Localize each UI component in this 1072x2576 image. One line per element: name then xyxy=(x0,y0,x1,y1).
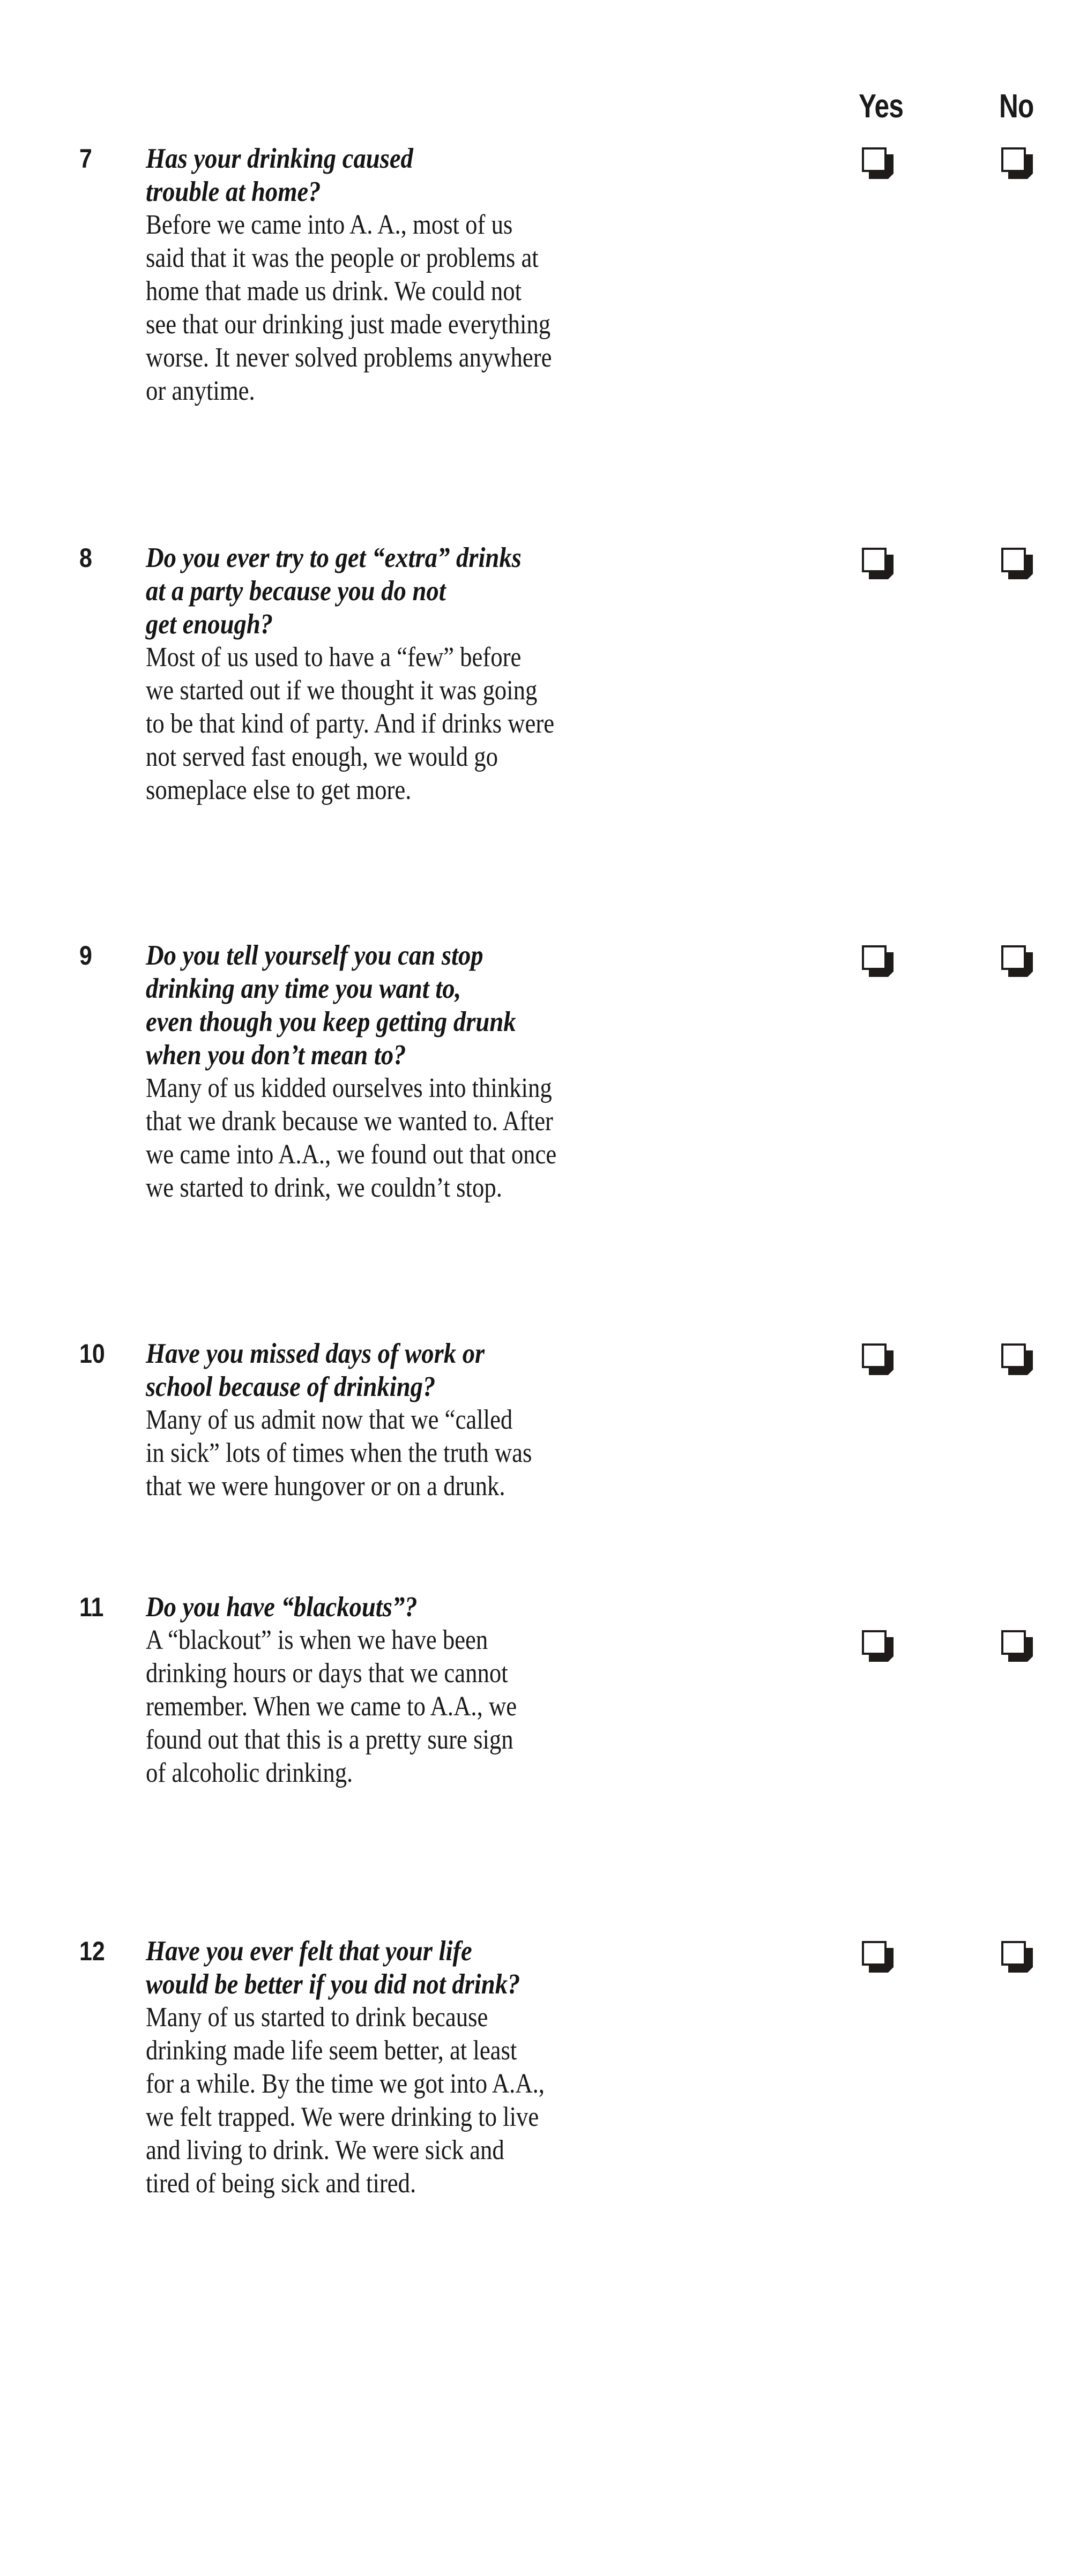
question-number-8: 8 xyxy=(79,543,92,573)
question-number-7: 7 xyxy=(79,144,92,174)
answer-row-12 xyxy=(847,1941,1040,1973)
explanation-line: or anytime. xyxy=(146,376,255,406)
question-title-line: Do you ever try to get “extra” drinks xyxy=(146,542,522,573)
question-number-12: 12 xyxy=(79,1936,105,1966)
explanation-line: someplace else to get more. xyxy=(146,775,412,805)
explanation-line: of alcoholic drinking. xyxy=(146,1758,353,1788)
question-title-line: school because of drinking? xyxy=(146,1371,436,1402)
explanation-line: we felt trapped. We were drinking to live xyxy=(146,2102,539,2132)
question-title-line: Do you tell yourself you can stop xyxy=(146,940,483,971)
explanation-line: drinking made life seem better, at least xyxy=(146,2035,517,2066)
question-title-line: even though you keep getting drunk xyxy=(146,1006,516,1037)
question-title-line: at a party because you do not xyxy=(146,576,446,607)
explanation-line: we started to drink, we couldn’t stop. xyxy=(146,1173,502,1203)
answer-column-header xyxy=(847,90,1040,128)
explanation-line: Many of us kidded ourselves into thinking xyxy=(146,1073,552,1103)
question-title-10 xyxy=(146,1337,848,1403)
question-explanation-11 xyxy=(146,1624,848,1790)
explanation-line: worse. It never solved problems anywhere xyxy=(146,342,552,373)
question-content-9 xyxy=(146,939,848,1205)
question-explanation-12 xyxy=(146,2001,848,2200)
explanation-line: drinking hours or days that we cannot xyxy=(146,1658,508,1689)
explanation-line: Most of us used to have a “few” before xyxy=(146,642,522,673)
question-explanation-8 xyxy=(146,641,848,807)
question-title-8 xyxy=(146,541,848,641)
explanation-line: to be that kind of party. And if drinks were xyxy=(146,708,555,739)
question-title-line: Have you missed days of work or xyxy=(146,1338,485,1369)
question-title-line: drinking any time you want to, xyxy=(146,973,461,1004)
question-title-line: when you don’t mean to? xyxy=(146,1040,406,1071)
explanation-line: tired of being sick and tired. xyxy=(146,2168,416,2199)
question-number-9: 9 xyxy=(79,940,92,970)
answer-row-10 xyxy=(847,1343,1040,1376)
question-title-line: get enough? xyxy=(146,609,273,640)
question-title-9 xyxy=(146,939,848,1072)
explanation-line: Many of us started to drink because xyxy=(146,2002,488,2033)
question-explanation-9 xyxy=(146,1072,848,1205)
question-title-line: Has your drinking caused xyxy=(146,143,413,174)
answer-row-9 xyxy=(847,945,1040,977)
question-content-12 xyxy=(146,1935,848,2200)
explanation-line: that we drank because we wanted to. After xyxy=(146,1106,553,1137)
explanation-line: that we were hungover or on a drunk. xyxy=(146,1471,505,1502)
question-title-12 xyxy=(146,1935,848,2001)
question-content-8 xyxy=(146,541,848,807)
explanation-line: see that our drinking just made everything xyxy=(146,309,551,340)
answer-row-7 xyxy=(847,147,1040,180)
explanation-line: home that made us drink. We could not xyxy=(146,276,522,307)
question-title-7 xyxy=(146,142,848,208)
explanation-line: found out that this is a pretty sure sign xyxy=(146,1724,513,1755)
explanation-line: we started out if we thought it was going xyxy=(146,675,538,706)
column-header-no: No xyxy=(999,88,1034,125)
question-explanation-10 xyxy=(146,1403,848,1503)
answer-row-11 xyxy=(847,1630,1040,1662)
question-title-line: Do you have “blackouts”? xyxy=(146,1592,418,1623)
question-title-11 xyxy=(146,1591,848,1624)
question-explanation-7 xyxy=(146,208,848,408)
question-content-10 xyxy=(146,1337,848,1503)
column-header-yes: Yes xyxy=(859,88,904,125)
explanation-line: Many of us admit now that we “called xyxy=(146,1405,513,1435)
explanation-line: not served fast enough, we would go xyxy=(146,742,498,772)
explanation-line: Before we came into A. A., most of us xyxy=(146,210,513,240)
explanation-line: for a while. By the time we got into A.A., xyxy=(146,2069,545,2099)
explanation-line: and living to drink. We were sick and xyxy=(146,2135,504,2166)
explanation-line: said that it was the people or problems at xyxy=(146,243,539,273)
question-title-line: would be better if you did not drink? xyxy=(146,1969,520,2000)
question-number-10: 10 xyxy=(79,1339,105,1369)
question-title-line: trouble at home? xyxy=(146,176,321,207)
question-content-7 xyxy=(146,142,848,408)
question-title-line: Have you ever felt that your life xyxy=(146,1936,472,1967)
explanation-line: we came into A.A., we found out that once xyxy=(146,1139,557,1170)
answer-row-8 xyxy=(847,548,1040,580)
explanation-line: remember. When we came to A.A., we xyxy=(146,1691,517,1722)
explanation-line: A “blackout” is when we have been xyxy=(146,1625,488,1655)
explanation-line: in sick” lots of times when the truth was xyxy=(146,1438,532,1468)
question-number-11: 11 xyxy=(79,1592,104,1622)
question-content-11 xyxy=(146,1591,848,1790)
